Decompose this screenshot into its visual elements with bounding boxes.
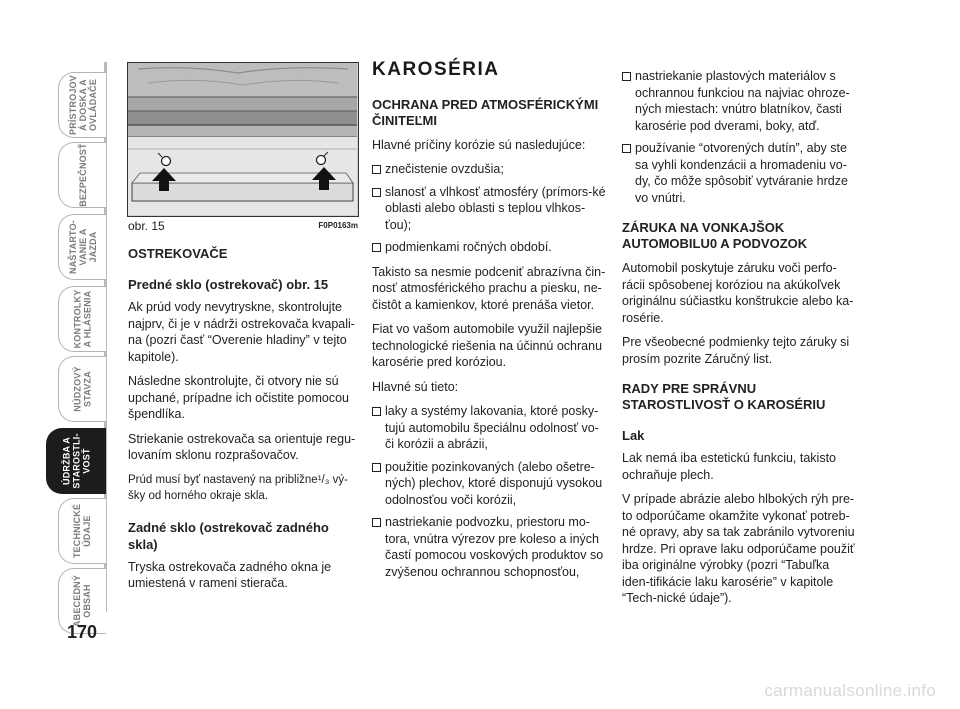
tab-label-line: ABECEDNÝ — [72, 574, 83, 628]
rear-window-subheading: Zadné sklo (ostrekovač zadného skla) — [128, 519, 329, 552]
figure-caption — [128, 219, 358, 233]
chapter-tab-label — [73, 290, 93, 349]
watermark: carmanualsonline.info — [764, 681, 936, 700]
page-number: 170 — [66, 622, 98, 642]
paragraph: Automobil poskytuje záruku voči perfo-rácii spôsobenej koróziou na akúkoľvek originálnu súčiastku konštrukcie alebo ka-rosérie. — [622, 261, 854, 325]
figure-illustration — [128, 63, 357, 215]
paragraph: Lak nemá iba estetickú funkciu, takisto ochraňuje plech. — [622, 451, 837, 482]
chapter-tab-2[interactable] — [58, 142, 106, 208]
tab-label-line: VANIE A — [77, 228, 88, 266]
chapter-tab-label — [73, 575, 93, 627]
figure-number: obr. 15 — [128, 219, 165, 233]
figure-code: F0P0163m — [318, 221, 358, 230]
chapter-tab-label — [68, 75, 98, 135]
windshield-washer-figure — [127, 62, 359, 217]
tab-label-line: A HLÁSENIA — [82, 290, 93, 348]
list-item: používanie “otvorených dutín”, aby ste sa vyhli kondenzácii a hromadeniu vo-dy, čo môže spôsobiť vytváranie hrdze vo vnútri. — [622, 140, 858, 206]
tab-label-line: NÚDZOVÝ — [72, 366, 83, 412]
chapter-tab-label — [61, 433, 91, 488]
tab-label-line: STAROSTLI- — [71, 433, 82, 489]
tab-label-line: Á DOSKA A — [77, 79, 88, 131]
tab-label-line: BEZPEČNOSŤ — [77, 143, 88, 207]
paragraph: Prúd musí byť nastavený na približne¹/₃ vý-šky od horného okraje skla. — [128, 473, 348, 502]
tab-label-line: NAŠTARTO- — [67, 220, 78, 274]
column-warranty — [622, 68, 858, 615]
paragraph: Tryska ostrekovača zadného okna je umiestená v rameni stierača. — [128, 559, 332, 590]
chapter-tab-6[interactable] — [46, 428, 106, 494]
column-washers — [128, 246, 360, 600]
paragraph: Fiat vo vašom automobile využil najlepšie technologické riešenia na účinnú ochranu karosérie pred koróziou. — [372, 322, 603, 369]
list-item: laky a systémy lakovania, ktoré posky-tujú automobilu špeciálnu odolnosť vo-či korózii a abrázii, — [372, 403, 606, 453]
paragraph: Ak prúd vody nevytryskne, skontrolujte najprv, či je v nádrži ostrekovača kvapali-na (pozri časť “Overenie hladiny” v tejto kapitole). — [128, 300, 355, 364]
chapter-tab-3[interactable] — [58, 214, 106, 280]
tab-label-line: ÚDRŽBA A — [61, 437, 72, 485]
tab-label-line: PRÍSTROJOV — [67, 74, 78, 136]
chapter-tab-label — [73, 504, 93, 558]
paragraph: Hlavné príčiny korózie sú nasledujúce: — [372, 137, 586, 152]
chapter-tab-5[interactable] — [58, 356, 106, 422]
tab-label-line: KONTROLKY — [72, 289, 83, 349]
warranty-heading: ZÁRUKA NA VONKAJŠOK AUTOMOBILU0 A PODVOZOK — [622, 220, 808, 251]
tab-label-line: OBSAH — [82, 584, 93, 618]
chapter-tab-label — [68, 220, 98, 274]
chapter-tab-label — [73, 366, 93, 411]
list-item: podmienkami ročných období. — [372, 239, 606, 256]
paragraph: Hlavné sú tieto: — [372, 379, 459, 394]
washers-heading: OSTREKOVAČE — [128, 246, 228, 261]
list-item: nastriekanie plastových materiálov s ochrannou funkciou na najviac ohroze-ných miestach: vnútro blatníkov, časti karosérie pod dverami, boky, atď. — [622, 68, 858, 134]
chapter-tab-7[interactable] — [58, 498, 106, 564]
list-item: nastriekanie podvozku, priestoru mo-tora, vnútra výrezov pre koleso a iných častí pomocou voskových produktov so zvýšenou ochrannou schopnosťou, — [372, 514, 606, 580]
list-item: znečistenie ovzdušia; — [372, 161, 606, 178]
column-bodywork — [372, 59, 606, 586]
tab-label-line: VOSŤ — [81, 448, 92, 474]
chapter-tab-1[interactable] — [58, 72, 106, 138]
paragraph: Pre všeobecné podmienky tejto záruky si prosím pozrite Záručný list. — [622, 335, 850, 366]
paragraph: Následne skontrolujte, či otvory nie sú upchané, prípadne ich očistite pomocou špendlíka. — [128, 374, 349, 421]
chapter-tab-label — [78, 143, 88, 207]
list-item: slanosť a vlhkosť atmosféry (prímors-ké oblasti alebo oblasti s teplou vlhkos-ťou); — [372, 184, 606, 234]
paragraph: Striekanie ostrekovača sa orientuje regu-lovaním sklonu rozprašovačov. — [128, 431, 356, 462]
care-heading: RADY PRE SPRÁVNU STAROSTLIVOSŤ O KAROSÉRIU — [622, 381, 826, 412]
paragraph: V prípade abrázie alebo hlbokých rýh pre-to odporúčame okamžite vykonať potreb-né opravy, aby sa tak zabránilo vytvoreniu hrdze. Pri oprave laku odporúčame použiť iba originálne výrobky (pozri “Tabuľka iden-tifikácie laku karosérie” v kapitole “Tech-nické údaje”). — [622, 492, 855, 605]
tab-label-line: ÚDAJE — [82, 515, 93, 547]
list-item: použitie pozinkovaných (alebo ošetre-ných) plechov, ktoré disponujú vysokou odolnosťou voči korózii, — [372, 459, 606, 509]
tab-label-line: STAVZA — [82, 371, 93, 407]
chapter-title: KAROSÉRIA — [372, 59, 500, 80]
chapter-tabs — [0, 0, 110, 709]
front-window-subheading: Predné sklo (ostrekovač) obr. 15 — [128, 277, 329, 292]
tab-label-line: OVLÁDAČE — [87, 78, 98, 132]
tab-label-line: TECHNICKÉ — [72, 503, 83, 559]
paint-subheading: Lak — [622, 428, 645, 443]
protection-heading: OCHRANA PRED ATMOSFÉRICKÝMI ČINITEĽMI — [372, 96, 599, 128]
chapter-tab-4[interactable] — [58, 286, 106, 352]
paragraph: Takisto sa nesmie podceniť abrazívna čin-nosť atmosférického prachu a piesku, ne-čistôt a kamienkov, ktoré prenáša vietor. — [372, 264, 606, 312]
tab-label-line: JAZDA — [87, 231, 98, 263]
